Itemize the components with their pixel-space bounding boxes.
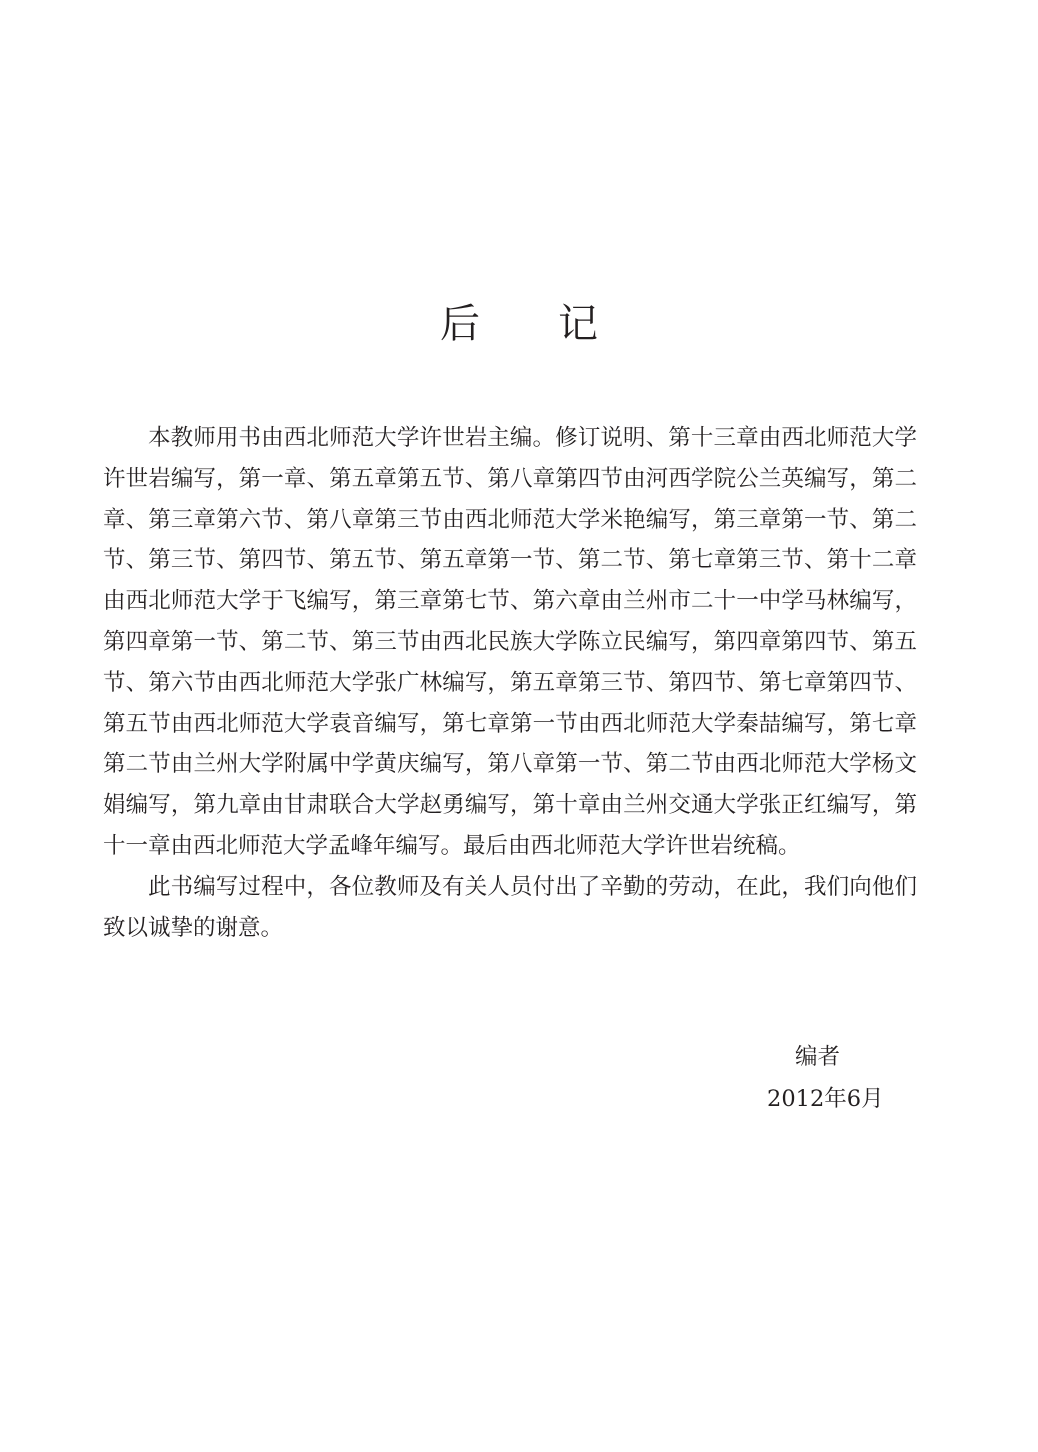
paragraph-acknowledgement: 此书编写过程中，各位教师及有关人员付出了辛勤的劳动，在此，我们向他们致以诚挚的谢意。	[103, 873, 917, 941]
page-title: 后记	[440, 301, 676, 347]
paragraph-authors: 本教师用书由西北师范大学许世岩主编。修订说明、第十三章由西北师范大学许世岩编写，第一章、第五章第五节、第八章第四节由河西学院公兰英编写，第二章、第三章第六节、第八章第三节由西北师范大学米艳编写，第三章第一节、第二节、第三节、第四节、第五节、第五章第一节、第二节、第七章第三节、第十二章由西北师范大学于飞编写，第三章第七节、第六章由兰州市二十一中学马林编写，第四章第一节、第二节、第三节由西北民族大学陈立民编写，第四章第四节、第五节、第六节由西北师范大学张广林编写，第五章第三节、第四节、第七章第四节、第五节由西北师范大学袁音编写，第七章第一节由西北师范大学秦喆编写，第七章第二节由兰州大学附属中学黄庆编写，第八章第一节、第二节由西北师范大学杨文娟编写，第九章由甘肃联合大学赵勇编写，第十章由兰州交通大学张正红编写，第十一章由西北师范大学孟峰年编写。最后由西北师范大学许世岩统稿。	[103, 425, 917, 859]
body-text	[103, 418, 917, 948]
signature-date: 2012年6月	[767, 1086, 884, 1112]
signature-author: 编者	[795, 1044, 841, 1070]
